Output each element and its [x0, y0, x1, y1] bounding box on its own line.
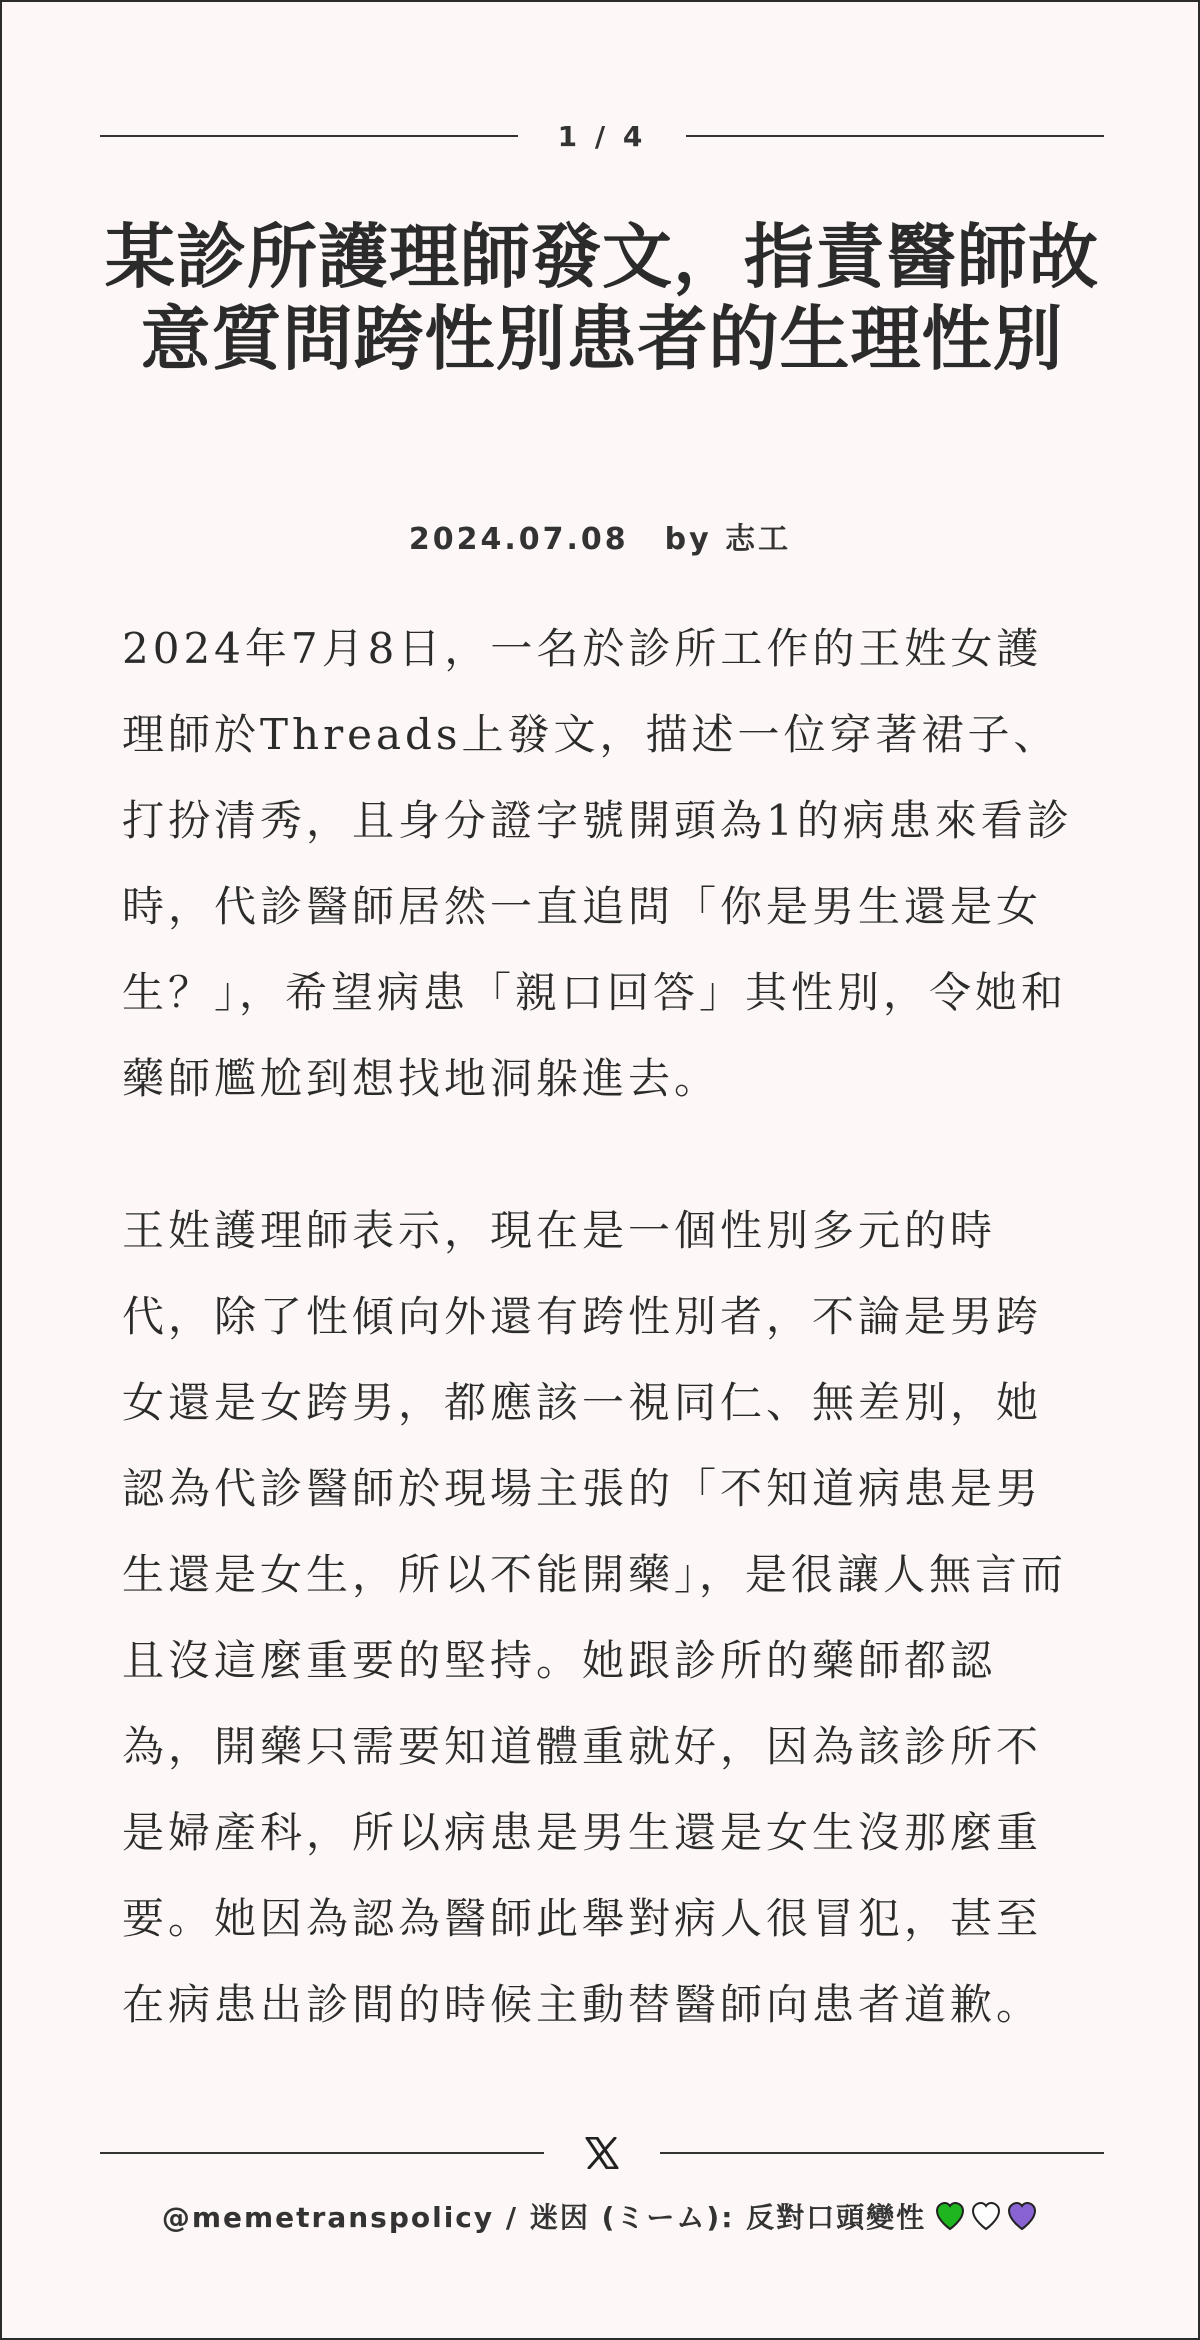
header-left-rule: [100, 135, 518, 137]
footer-handle: [2, 2196, 1198, 2236]
footer-left-rule: [100, 2152, 544, 2154]
footer-divider: [100, 2128, 1104, 2178]
green-heart-icon: [934, 2201, 966, 2231]
account-handle: @memetranspolicy / 迷因 (ミーム): 反對口頭變性: [161, 2201, 927, 2234]
page-number: 1 / 4: [557, 119, 647, 153]
article-body: [122, 606, 1082, 2048]
page-indicator: [100, 114, 1104, 158]
article-date: 2024.07.08: [408, 522, 629, 557]
footer-right-rule: [660, 2152, 1104, 2154]
article-byline: by 志工: [664, 522, 792, 557]
hearts-group: [934, 2201, 1038, 2231]
paragraph: 2024年7月8日，一名於診所工作的王姓女護理師於Threads上發文，描述一位穿著裙子、打扮清秀，且身分證字號開頭為1的病患來看診時，代診醫師居然一直追問「你是男生還是女生？」，希望病患「親口回答」其性別，令她和藥師尷尬到想找地洞躲進去。: [122, 624, 1073, 1103]
x-logo-icon: [544, 2137, 660, 2169]
white-heart-icon: [970, 2201, 1002, 2231]
article-meta: [2, 514, 1198, 558]
article-title: 某診所護理師發文，指責醫師故意質問跨性別患者的生理性別: [105, 216, 1099, 380]
purple-heart-icon: [1006, 2201, 1038, 2231]
paragraph: 王姓護理師表示，現在是一個性別多元的時代，除了性傾向外還有跨性別者，不論是男跨女還是女跨男，都應該一視同仁、無差別，她認為代診醫師於現場主張的「不知道病患是男生還是女生，所以不能開藥」，是很讓人無言而且沒這麼重要的堅持。她跟診所的藥師都認為，開藥只需要知道體重就好，因為該診所不是婦產科，所以病患是男生還是女生沒那麼重要。她因為認為醫師此舉對病人很冒犯，甚至在病患出診間的時候主動替醫師向患者道歉。: [122, 1206, 1068, 2029]
header-right-rule: [686, 135, 1104, 137]
